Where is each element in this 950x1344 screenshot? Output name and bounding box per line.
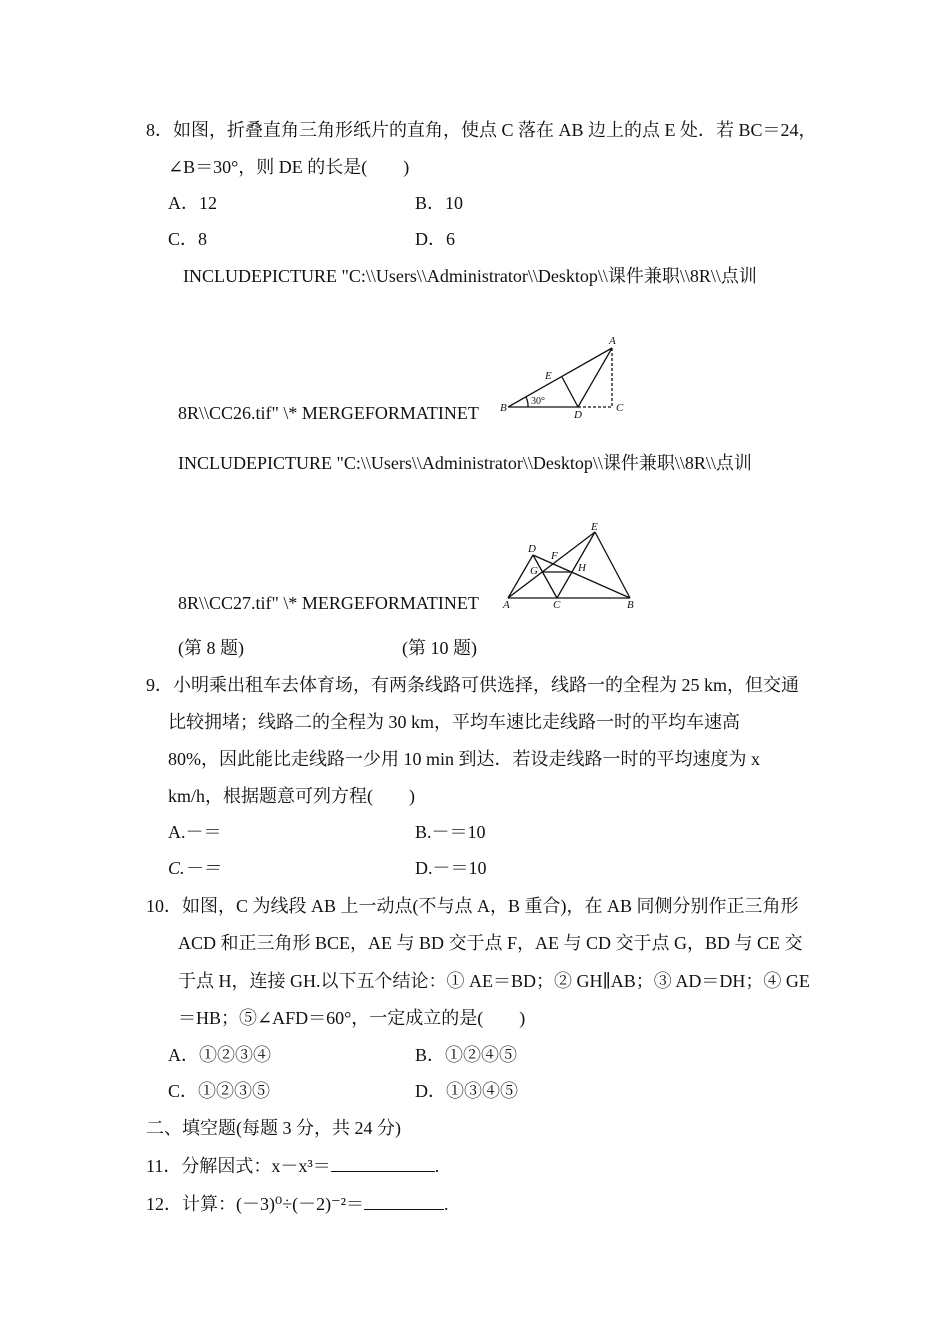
label-g: G — [530, 565, 538, 577]
caption-q8: (第 8 题) — [178, 638, 244, 658]
q10-option-b: B．①②④⑤ — [415, 1045, 518, 1065]
q10-line4: ＝HB；⑤∠AFD＝60°，一定成立的是( ) — [178, 1008, 526, 1028]
q9-line2: 比较拥堵；线路二的全程为 30 km，平均车速比走线路一时的平均车速高 — [168, 712, 740, 732]
include-picture-code: INCLUDEPICTURE "C:\\Users\\Administrator\\Desktop\\课件兼职\\8R\\点训 — [183, 266, 757, 286]
label-b: B — [500, 402, 507, 414]
q9-option-b: B.－＝10 — [415, 822, 486, 842]
merge-format-code: 8R\\CC26.tif" \* MERGEFORMATINET — [178, 403, 479, 423]
q11-text: 11．分解因式：x－x³＝ — [146, 1156, 331, 1176]
q8-stem-line1: 8．如图，折叠直角三角形纸片的直角，使点 C 落在 AB 边上的点 E 处．若 BC＝24， — [146, 120, 817, 140]
q10-option-c: C．①②③⑤ — [168, 1081, 271, 1101]
merge-format-code: 8R\\CC27.tif" \* MERGEFORMATINET — [178, 593, 479, 613]
q10-option-d: D．①③④⑤ — [415, 1081, 518, 1101]
q12-answer-blank[interactable] — [364, 1191, 444, 1210]
q11-answer-blank[interactable] — [331, 1153, 435, 1172]
q12-text: 12．计算：(－3)⁰÷(－2)⁻²＝ — [146, 1194, 364, 1214]
q10-option-a: A．①②③④ — [168, 1045, 271, 1065]
q9-line1: 9．小明乘出租车去体育场，有两条线路可供选择，线路一的全程为 25 km，但交通 — [146, 675, 799, 695]
q11-period: . — [434, 1156, 440, 1176]
q9-option-a: A.－＝ — [168, 822, 222, 842]
include-picture-code: INCLUDEPICTURE "C:\\Users\\Administrator\\Desktop\\课件兼职\\8R\\点训 — [178, 453, 752, 473]
q8-option-b: B．10 — [415, 193, 464, 213]
q10-line2: ACD 和正三角形 BCE，AE 与 BD 交于点 F，AE 与 CD 交于点 G，BD 与 CE 交 — [178, 933, 803, 953]
section-heading-fill-in: 二、填空题(每题 3 分，共 24 分) — [146, 1118, 401, 1138]
q8-stem-line2: ∠B＝30°，则 DE 的长是( ) — [168, 157, 410, 177]
q12-period: . — [443, 1194, 449, 1214]
label-angle: 30° — [531, 396, 545, 407]
q10-line3: 于点 H，连接 GH.以下五个结论：① AE＝BD；② GH∥AB；③ AD＝DH；④ GE — [178, 971, 810, 991]
question-12 — [146, 1191, 448, 1216]
label-b: B — [627, 599, 634, 611]
label-a: A — [609, 335, 616, 347]
q9-option-d: D.－＝10 — [415, 858, 487, 878]
label-a: A — [503, 599, 510, 611]
label-h: H — [578, 562, 586, 574]
label-e: E — [545, 370, 552, 382]
question-11 — [146, 1153, 439, 1178]
label-e: E — [591, 521, 598, 533]
q9-line4: km/h，根据题意可列方程( ) — [168, 786, 415, 806]
label-c: C — [553, 599, 561, 611]
q10-line1: 10．如图，C 为线段 AB 上一动点(不与点 A，B 重合)，在 AB 同侧分别作正三角形 — [146, 896, 799, 916]
label-c: C — [616, 402, 624, 414]
label-f: F — [551, 550, 558, 562]
caption-q10: (第 10 题) — [402, 638, 477, 658]
q9-option-c: C.－＝ — [168, 858, 221, 878]
q9-line3: 80%，因此能比走线路一少用 10 min 到达．若设走线路一时的平均速度为 x — [168, 749, 760, 769]
label-d: D — [528, 543, 536, 555]
q8-option-a: A．12 — [168, 193, 217, 213]
q8-option-c: C．8 — [168, 229, 208, 249]
q8-option-d: D．6 — [415, 229, 455, 249]
label-d: D — [574, 409, 582, 421]
